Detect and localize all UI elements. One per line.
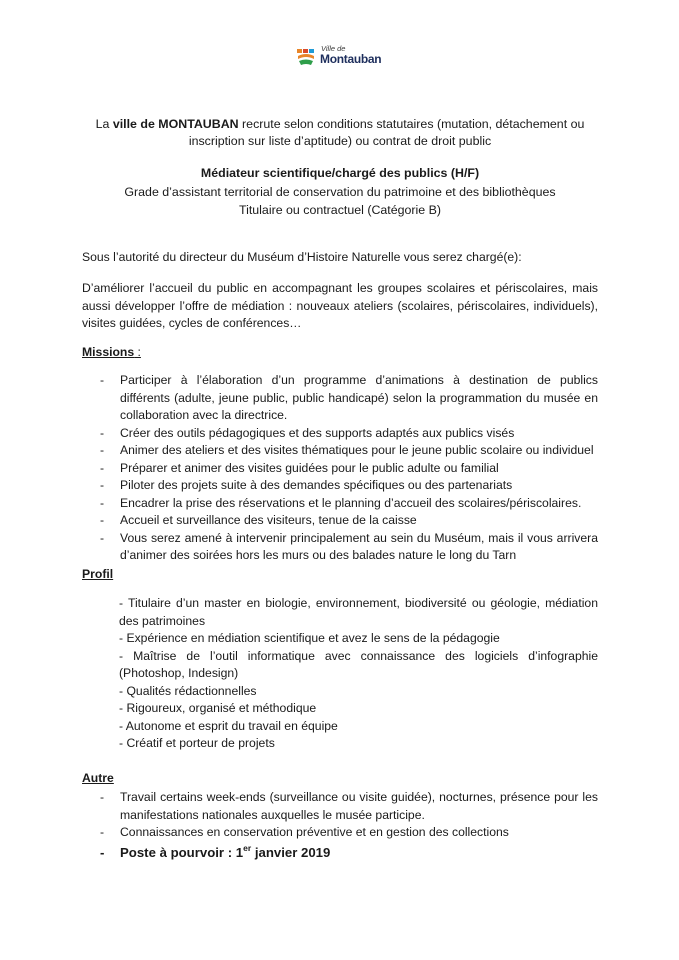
logo-small-text: Ville de [321,44,346,53]
missions-list [100,372,598,565]
list-item: - Rigoureux, organisé et méthodique [119,701,317,715]
list-item: - Expérience en médiation scientifique et avez le sens de la pédagogie [119,631,500,645]
autre-heading: Autre [82,771,114,785]
missions-heading-suffix: : [134,345,141,359]
list-item: - Autonome et esprit du travail en équipe [119,718,338,733]
list-item: - Encadrer la prise des réservations et le planning d’accueil des scolaires/périscolaires. [100,495,598,513]
list-item: - Animer des ateliers et des visites thématiques pour le jeune public scolaire ou individuel [100,442,598,460]
intro-prefix: La [95,117,113,131]
autre-list [100,789,598,861]
list-item: - Maîtrise de l’outil informatique avec connaissance des logiciels d’infographie (Photoshop, Indesign) [119,648,598,680]
list-item: - Qualités rédactionnelles [119,683,257,698]
intro-paragraph [70,116,610,150]
logo-big-text: Montauban [320,52,382,66]
intro-rest: recrute selon conditions statutaires (mutation, détachement ou inscription sur liste d’aptitude) ou contrat de droit public [188,117,585,148]
city-logo [296,42,388,72]
profil-list [119,595,598,753]
missions-heading [82,344,141,362]
intro-city: ville de MONTAUBAN [112,117,239,131]
start-date-prefix: Poste à pourvoir : 1 [120,844,244,860]
list-item: - Accueil et surveillance des visiteurs, tenue de la caisse [100,512,598,530]
list-item: - Connaissances en conservation préventive et en gestion des collections [100,824,598,842]
list-item: - Créer des outils pédagogiques et des supports adaptés aux publics visés [100,425,598,443]
profil-heading: Profil [82,567,114,581]
list-item: - Vous serez amené à intervenir principalement au sein du Muséum, mais il vous arrivera d’animer des soirées hors les murs ou des balades nature le long du Tarn [100,530,598,565]
job-status: Titulaire ou contractuel (Catégorie B) [238,203,441,217]
list-item: - Piloter des projets suite à des demandes spécifiques ou des partenariats [100,477,598,495]
start-date-suffix: janvier 2019 [251,844,331,860]
montauban-logo-icon [296,48,316,68]
start-date-sup: er [243,842,252,853]
list-item: - Travail certains week-ends (surveillance ou visite guidée), nocturnes, présence pour les manifestations nationales auxquelles le musée participe. [100,789,598,824]
list-item: - Préparer et animer des visites guidées pour le public adulte ou familial [100,460,598,478]
list-item: - Titulaire d’un master en biologie, environnement, biodiversité ou géologie, médiation des patrimoines [119,596,598,628]
job-title: Médiateur scientifique/chargé des publics (H/F) [200,166,480,180]
job-grade: Grade d’assistant territorial de conservation du patrimoine et des bibliothèques [124,185,556,199]
job-title-block [70,164,610,219]
authority-text: Sous l’autorité du directeur du Muséum d’Histoire Naturelle vous serez chargé(e): [82,250,522,264]
goal-paragraph: D’améliorer l’accueil du public en accompagnant les groupes scolaires et périscolaires, mais aussi développer l’offre de médiation : nouveaux ateliers (scolaires, périscolaires, individuels), visites guidées, cycles de conférences… [82,281,598,330]
start-date-item [100,844,598,862]
list-item: - Créatif et porteur de projets [119,736,275,750]
missions-heading-label: Missions [82,345,135,359]
list-item: - Participer à l’élaboration d’un programme d’animations à destination de publics différents (adulte, jeune public, public handicapé) selon la programmation du musée en collaboration avec la directrice. [100,372,598,425]
